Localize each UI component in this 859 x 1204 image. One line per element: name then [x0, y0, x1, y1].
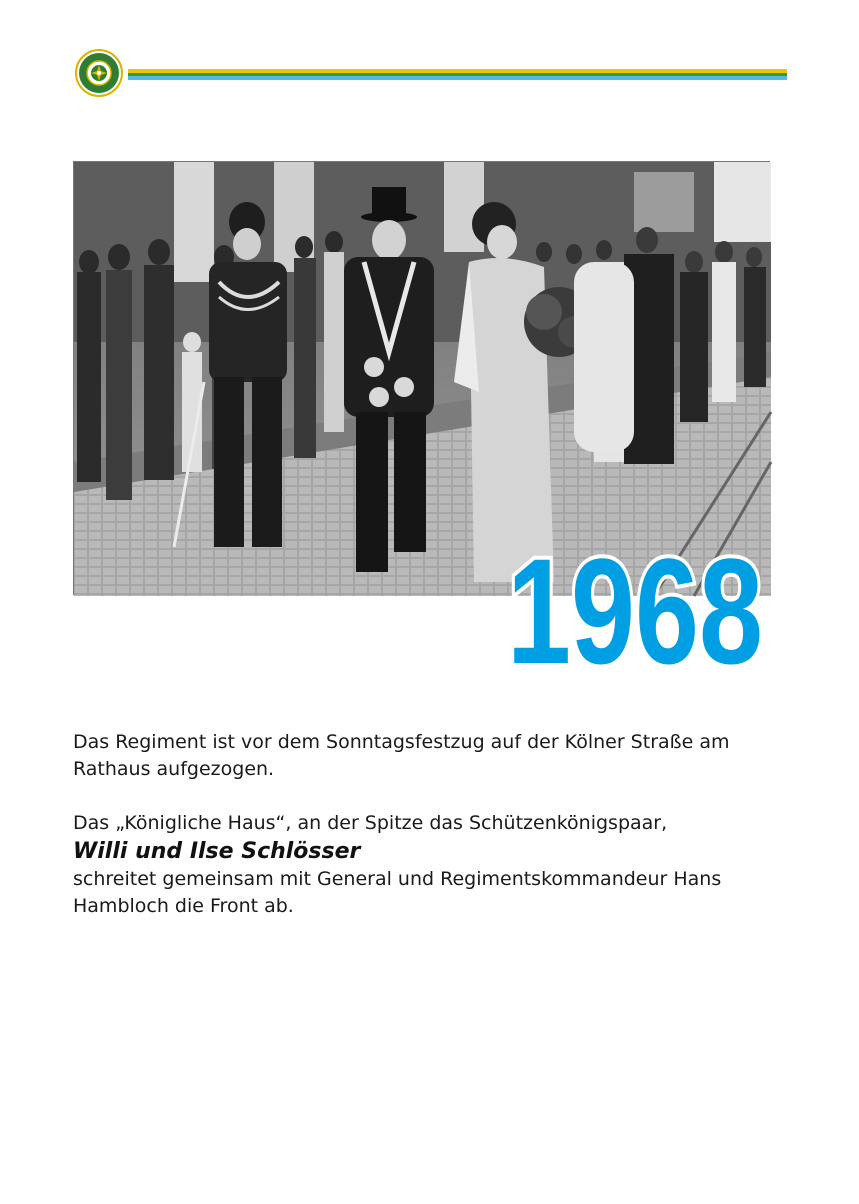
header-stripes: [128, 69, 787, 80]
year-text: 1968: [507, 527, 763, 695]
stripe-blue: [128, 76, 787, 80]
caption-line: Rathaus aufgezogen.: [73, 758, 275, 780]
club-emblem-icon: [75, 49, 123, 97]
caption: [73, 729, 773, 920]
caption-line: Hambloch die Front ab.: [73, 895, 294, 917]
caption-line: Das Regiment ist vor dem Sonntagsfestzug auf der Kölner Straße am: [73, 731, 730, 753]
year-heading: [500, 527, 770, 695]
royal-couple-names: Willi und Ilse Schlösser: [73, 839, 361, 864]
caption-paragraph-1: [73, 729, 773, 783]
caption-line: schreitet gemeinsam mit General und Regimentskommandeur Hans: [73, 868, 722, 890]
caption-line: Das „Königliche Haus“, an der Spitze das Schützenkönigspaar,: [73, 812, 668, 834]
caption-paragraph-2: [73, 810, 773, 920]
